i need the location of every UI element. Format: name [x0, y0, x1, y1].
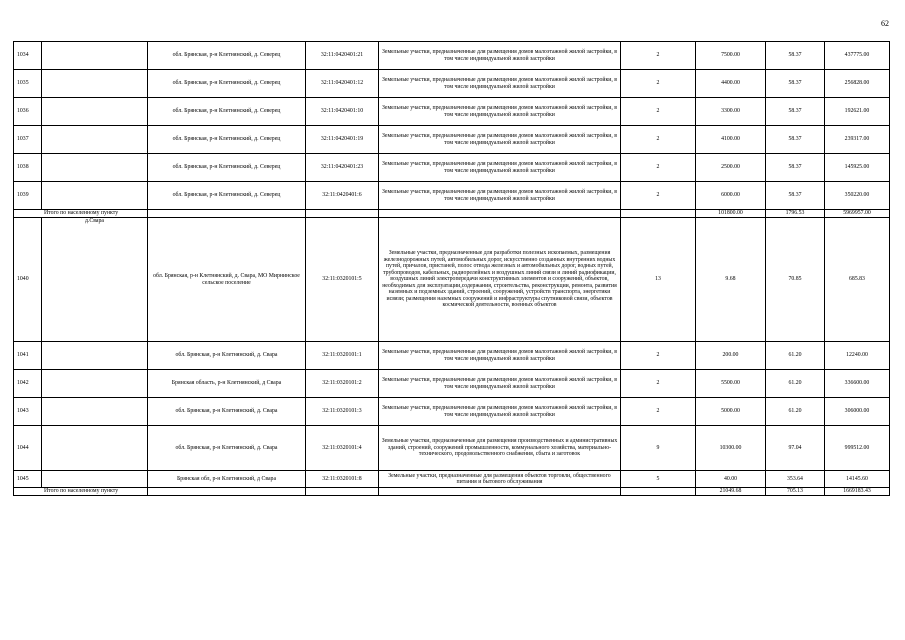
- settlement-label: д.Свара: [42, 218, 148, 342]
- area-cell: 7500.00: [696, 42, 766, 70]
- empty-cell: [148, 488, 306, 496]
- total-row: [14, 210, 890, 218]
- row-number: 1038: [14, 154, 42, 182]
- address-cell: обл. Брянская, р-н Клетнянский, д. Северец: [148, 154, 306, 182]
- rate-cell: 58.37: [766, 42, 825, 70]
- table-row: [14, 70, 890, 98]
- value-cell: 685.83: [825, 218, 890, 342]
- value-cell: 239317.00: [825, 126, 890, 154]
- table-row: [14, 342, 890, 370]
- empty-cell: [42, 42, 148, 70]
- group-cell: 2: [621, 42, 696, 70]
- purpose-cell: Земельные участки, предназначенные для размещения домов малоэтажной жилой застройки, в том числе индивидуальной жилой застройки: [379, 154, 621, 182]
- purpose-cell: Земельные участки, предназначенные для размещения объектов торговли, общественного питания и бытового обслуживания: [379, 471, 621, 488]
- area-cell: 5000.00: [696, 398, 766, 426]
- rate-cell: 97.04: [766, 426, 825, 471]
- land-cadastral-table: [13, 41, 890, 496]
- value-cell: 336600.00: [825, 370, 890, 398]
- total-label: Итого по населенному пункту: [14, 488, 148, 496]
- rate-cell: 58.37: [766, 154, 825, 182]
- cadastral-cell: 32:11:0320101:3: [306, 398, 379, 426]
- area-cell: 6000.00: [696, 182, 766, 210]
- address-cell: Брянская область, р-н Клетнянский, д Свара: [148, 370, 306, 398]
- total-label: Итого по населенному пункту: [14, 210, 148, 218]
- purpose-cell: Земельные участки, предназначенные для размещения домов малоэтажной жилой застройки, в том числе индивидуальной жилой застройки: [379, 370, 621, 398]
- value-cell: 437775.00: [825, 42, 890, 70]
- group-cell: 9: [621, 426, 696, 471]
- value-cell: 12240.00: [825, 342, 890, 370]
- group-cell: 2: [621, 398, 696, 426]
- empty-cell: [379, 210, 621, 218]
- address-cell: обл. Брянская, р-н Клетнянский, д. Северец: [148, 98, 306, 126]
- purpose-cell: Земельные участки, предназначенные для разработки полезных ископаемых, размещения железнодорожных путей, автомобильных дорог, искусственно созданных внутренних водных путей, причалов, пристаней, полос отвода железных и автомобильных дорог, водных путей, трубопроводов, кабельных, радиорелейных и воздушных линий связи и линий радиофикации, воздушных линий электропередачи конструктивных элементов и сооружений, объектов, необходимых для эксплуатации,содержания, строительства, реконструкции, ремонта, развития наземных и подземных зданий, строений, сооружений, устройств транспорта, энергетики исвязи; размещения наземных сооружений и инфраструктуры спутниковой связи, объектов космической деятельности, военных объектов: [379, 218, 621, 342]
- total-row: [14, 488, 890, 496]
- empty-cell: [42, 126, 148, 154]
- address-cell: обл. Брянская, р-н Клетнянский, д. Северец: [148, 126, 306, 154]
- cadastral-cell: 32:11:0420401:6: [306, 182, 379, 210]
- rate-cell: 61.20: [766, 370, 825, 398]
- value-cell: 192621.00: [825, 98, 890, 126]
- cadastral-cell: 32:11:0420401:10: [306, 98, 379, 126]
- row-number: 1036: [14, 98, 42, 126]
- total-area-cell: 21049.68: [696, 488, 766, 496]
- address-cell: обл. Брянская, р-н Клетнянский, д. Свара: [148, 426, 306, 471]
- table-row: [14, 398, 890, 426]
- address-cell: обл. Брянская, р-н Клетнянский, д. Северец: [148, 42, 306, 70]
- purpose-cell: Земельные участки, предназначенные для размещения домов малоэтажной жилой застройки, в том числе индивидуальной жилой застройки: [379, 398, 621, 426]
- cadastral-cell: 32:11:0320101:1: [306, 342, 379, 370]
- purpose-cell: Земельные участки, предназначенные для размещения домов малоэтажной жилой застройки, в том числе индивидуальной жилой застройки: [379, 342, 621, 370]
- empty-cell: [148, 210, 306, 218]
- table-row: [14, 154, 890, 182]
- rate-cell: 58.37: [766, 126, 825, 154]
- purpose-cell: Земельные участки, предназначенные для размещения домов малоэтажной жилой застройки, в том числе индивидуальной жилой застройки: [379, 70, 621, 98]
- address-cell: обл. Брянская, р-н Клетнянский, д. Свара: [148, 342, 306, 370]
- value-cell: 306000.00: [825, 398, 890, 426]
- area-cell: 40.00: [696, 471, 766, 488]
- rate-cell: 353.64: [766, 471, 825, 488]
- row-number: 1039: [14, 182, 42, 210]
- group-cell: 2: [621, 342, 696, 370]
- empty-cell: [42, 342, 148, 370]
- total-value-cell: 1669183.43: [825, 488, 890, 496]
- group-cell: 2: [621, 126, 696, 154]
- cadastral-cell: 32:11:0420401:23: [306, 154, 379, 182]
- address-cell: обл. Брянская, р-н Клетнянский, д. Северец: [148, 182, 306, 210]
- group-cell: 2: [621, 98, 696, 126]
- empty-cell: [42, 471, 148, 488]
- area-cell: 200.00: [696, 342, 766, 370]
- rate-cell: 61.20: [766, 398, 825, 426]
- address-cell: Брянская обл, р-н Клетнянский, д Свара: [148, 471, 306, 488]
- page-number: 62: [881, 19, 889, 28]
- purpose-cell: Земельные участки, предназначенные для размещения домов малоэтажной жилой застройки, в том числе индивидуальной жилой застройки: [379, 126, 621, 154]
- row-number: 1040: [14, 218, 42, 342]
- empty-cell: [621, 210, 696, 218]
- value-cell: 999512.00: [825, 426, 890, 471]
- row-number: 1037: [14, 126, 42, 154]
- empty-cell: [306, 210, 379, 218]
- empty-cell: [42, 70, 148, 98]
- group-cell: 2: [621, 154, 696, 182]
- value-cell: 14145.60: [825, 471, 890, 488]
- purpose-cell: Земельные участки, предназначенные для размещения домов малоэтажной жилой застройки, в том числе индивидуальной жилой застройки: [379, 98, 621, 126]
- cadastral-cell: 32:11:0320101:5: [306, 218, 379, 342]
- group-cell: 13: [621, 218, 696, 342]
- rate-cell: 58.37: [766, 70, 825, 98]
- row-number: 1043: [14, 398, 42, 426]
- rate-cell: 58.37: [766, 182, 825, 210]
- empty-cell: [42, 182, 148, 210]
- empty-cell: [42, 98, 148, 126]
- table-row: [14, 426, 890, 471]
- cadastral-cell: 32:11:0320101:8: [306, 471, 379, 488]
- empty-cell: [42, 154, 148, 182]
- table-row: [14, 182, 890, 210]
- group-cell: 2: [621, 370, 696, 398]
- area-cell: 2500.00: [696, 154, 766, 182]
- group-cell: 2: [621, 182, 696, 210]
- row-number: 1042: [14, 370, 42, 398]
- rate-cell: 58.37: [766, 98, 825, 126]
- total-rate-cell: 1796.53: [766, 210, 825, 218]
- address-cell: обл. Брянская, р-н Клетнянский, д. Свара: [148, 398, 306, 426]
- area-cell: 9.68: [696, 218, 766, 342]
- table-row: [14, 218, 890, 342]
- row-number: 1034: [14, 42, 42, 70]
- empty-cell: [42, 426, 148, 471]
- group-cell: 5: [621, 471, 696, 488]
- rate-cell: 61.20: [766, 342, 825, 370]
- table-row: [14, 471, 890, 488]
- row-number: 1035: [14, 70, 42, 98]
- empty-cell: [42, 398, 148, 426]
- empty-cell: [42, 370, 148, 398]
- address-cell: обл. Брянская, р-н Клетнянский, д. Северец: [148, 70, 306, 98]
- rate-cell: 70.85: [766, 218, 825, 342]
- value-cell: 350220.00: [825, 182, 890, 210]
- empty-cell: [379, 488, 621, 496]
- purpose-cell: Земельные участки, предназначенные для размещения домов малоэтажной жилой застройки, в том числе индивидуальной жилой застройки: [379, 182, 621, 210]
- cadastral-cell: 32:11:0320101:2: [306, 370, 379, 398]
- total-value-cell: 5969957.00: [825, 210, 890, 218]
- total-rate-cell: 705.13: [766, 488, 825, 496]
- purpose-cell: Земельные участки, предназначенные для размещения производственных и административных зданий, строений, сооружений промышленности, коммунального хозяйства, материально-технического, продовольственного снабжения, сбыта и заготовок: [379, 426, 621, 471]
- purpose-cell: Земельные участки, предназначенные для размещения домов малоэтажной жилой застройки, в том числе индивидуальной жилой застройки: [379, 42, 621, 70]
- cadastral-cell: 32:11:0320101:4: [306, 426, 379, 471]
- row-number: 1045: [14, 471, 42, 488]
- table-row: [14, 98, 890, 126]
- table-row: [14, 126, 890, 154]
- row-number: 1041: [14, 342, 42, 370]
- total-area-cell: 101800.00: [696, 210, 766, 218]
- address-cell: обл. Брянская, р-н Клетнянский, д. Свара, МО Мирнинское сельское поселение: [148, 218, 306, 342]
- area-cell: 10300.00: [696, 426, 766, 471]
- value-cell: 256828.00: [825, 70, 890, 98]
- cadastral-cell: 32:11:0420401:12: [306, 70, 379, 98]
- value-cell: 145925.00: [825, 154, 890, 182]
- cadastral-cell: 32:11:0420401:19: [306, 126, 379, 154]
- empty-cell: [621, 488, 696, 496]
- empty-cell: [306, 488, 379, 496]
- table-row: [14, 370, 890, 398]
- area-cell: 3300.00: [696, 98, 766, 126]
- area-cell: 4100.00: [696, 126, 766, 154]
- area-cell: 5500.00: [696, 370, 766, 398]
- row-number: 1044: [14, 426, 42, 471]
- table-row: [14, 42, 890, 70]
- group-cell: 2: [621, 70, 696, 98]
- cadastral-cell: 32:11:0420401:21: [306, 42, 379, 70]
- area-cell: 4400.00: [696, 70, 766, 98]
